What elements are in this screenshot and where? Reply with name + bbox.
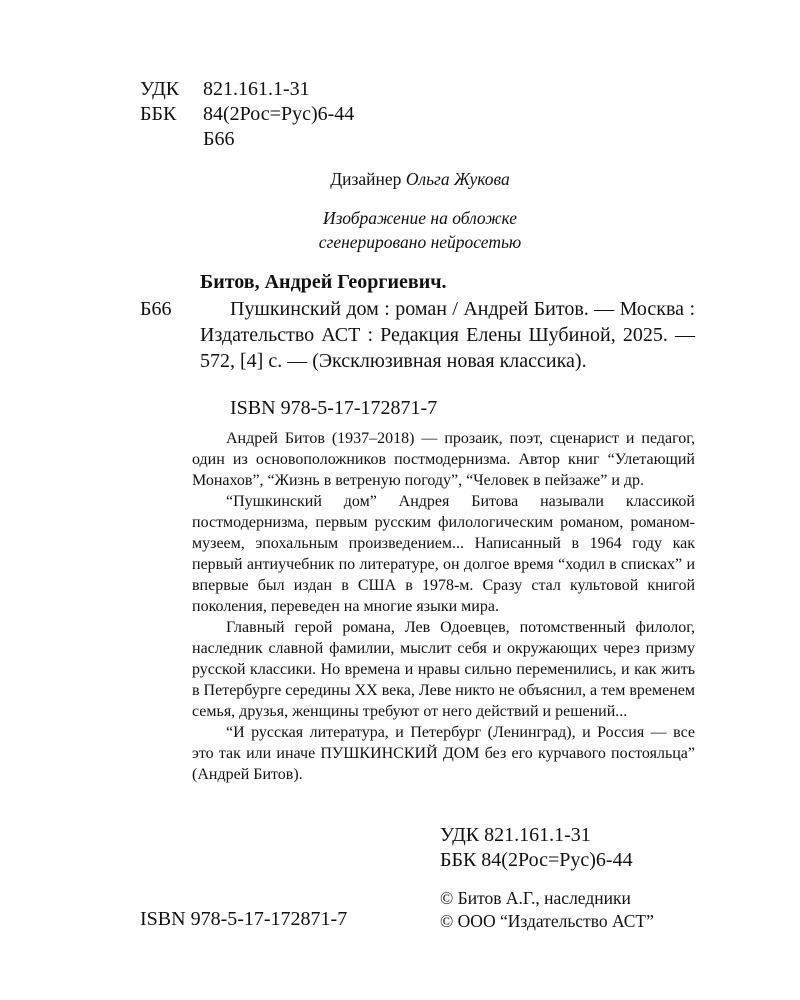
udk-label: УДК	[140, 78, 180, 100]
designer-name: Ольга Жукова	[405, 169, 510, 189]
bbk-bottom: ББК 84(2Рос=Рус)6-44	[440, 849, 633, 871]
author-mark: Б66	[140, 298, 172, 320]
author-mark-top: Б66	[203, 128, 235, 150]
udk-bottom: УДК 821.161.1-31	[440, 824, 591, 846]
isbn-record: ISBN 978-5-17-172871-7	[230, 397, 438, 419]
bbk-label: ББК	[140, 103, 177, 125]
cover-note-line2: сгенерировано нейросетью	[318, 232, 522, 252]
bbk-value: 84(2Рос=Рус)6-44	[203, 103, 355, 125]
udk-value: 821.161.1-31	[203, 78, 310, 100]
annotation-paragraph: “И русская литература, и Петербург (Ленинград), и Россия — все это так или иначе ПУШКИНСКИЙ ДОМ без его курчавого постояльца” (Андрей Битов).	[192, 724, 695, 783]
annotation-paragraph: Андрей Битов (1937–2018) — прозаик, поэт, сценарист и педагог, один из основоположников постмодернизма. Автор книг “Улетающий Монахов”, “Жизнь в ветреную погоду”, “Человек в пейзаже” и др.	[192, 430, 695, 489]
cover-note-line1: Изображение на обложке	[322, 208, 518, 228]
isbn-footer: ISBN 978-5-17-172871-7	[140, 908, 348, 930]
annotation	[192, 428, 695, 785]
udk-row	[140, 76, 310, 102]
copyright-publisher: © ООО “Издательство АСТ”	[440, 911, 654, 931]
designer-prefix: Дизайнер	[330, 169, 402, 189]
annotation-paragraph: Главный герой романа, Лев Одоевцев, потомственный филолог, наследник славной фамилии, мыслит себя и окружающих через призму русской классики. Но времена и нравы сильно переменились, и как жить в Петербурге середины XX века, Леве никто не объяснил, а тем временем семья, друзья, женщины требуют от него действий и решений...	[192, 619, 696, 720]
copyright-author: © Битов А.Г., наследники	[440, 888, 631, 908]
bbk-row	[140, 101, 354, 127]
author-heading: Битов, Андрей Георгиевич.	[200, 271, 447, 293]
designer-credit	[180, 167, 660, 191]
bibliographic-description	[200, 296, 695, 374]
description-text: Пушкинский дом : роман / Андрей Битов. — Москва : Издательство АСТ : Редакция Елены Шубиной, 2025. — 572, [4] с. — (Эксклюзивная новая классика).	[200, 298, 695, 372]
annotation-paragraph: “Пушкинский дом” Андрея Битова называли классикой постмодернизма, первым русским филологическим романом, романом-музеем, эпохальным произведением... Написанный в 1964 году как первый антиучебник по литературе, он долгое время “ходил в списках” и впервые был издан в США в 1978-м. Сразу стал культовой книгой поколения, переведен на многие языки мира.	[192, 493, 695, 615]
